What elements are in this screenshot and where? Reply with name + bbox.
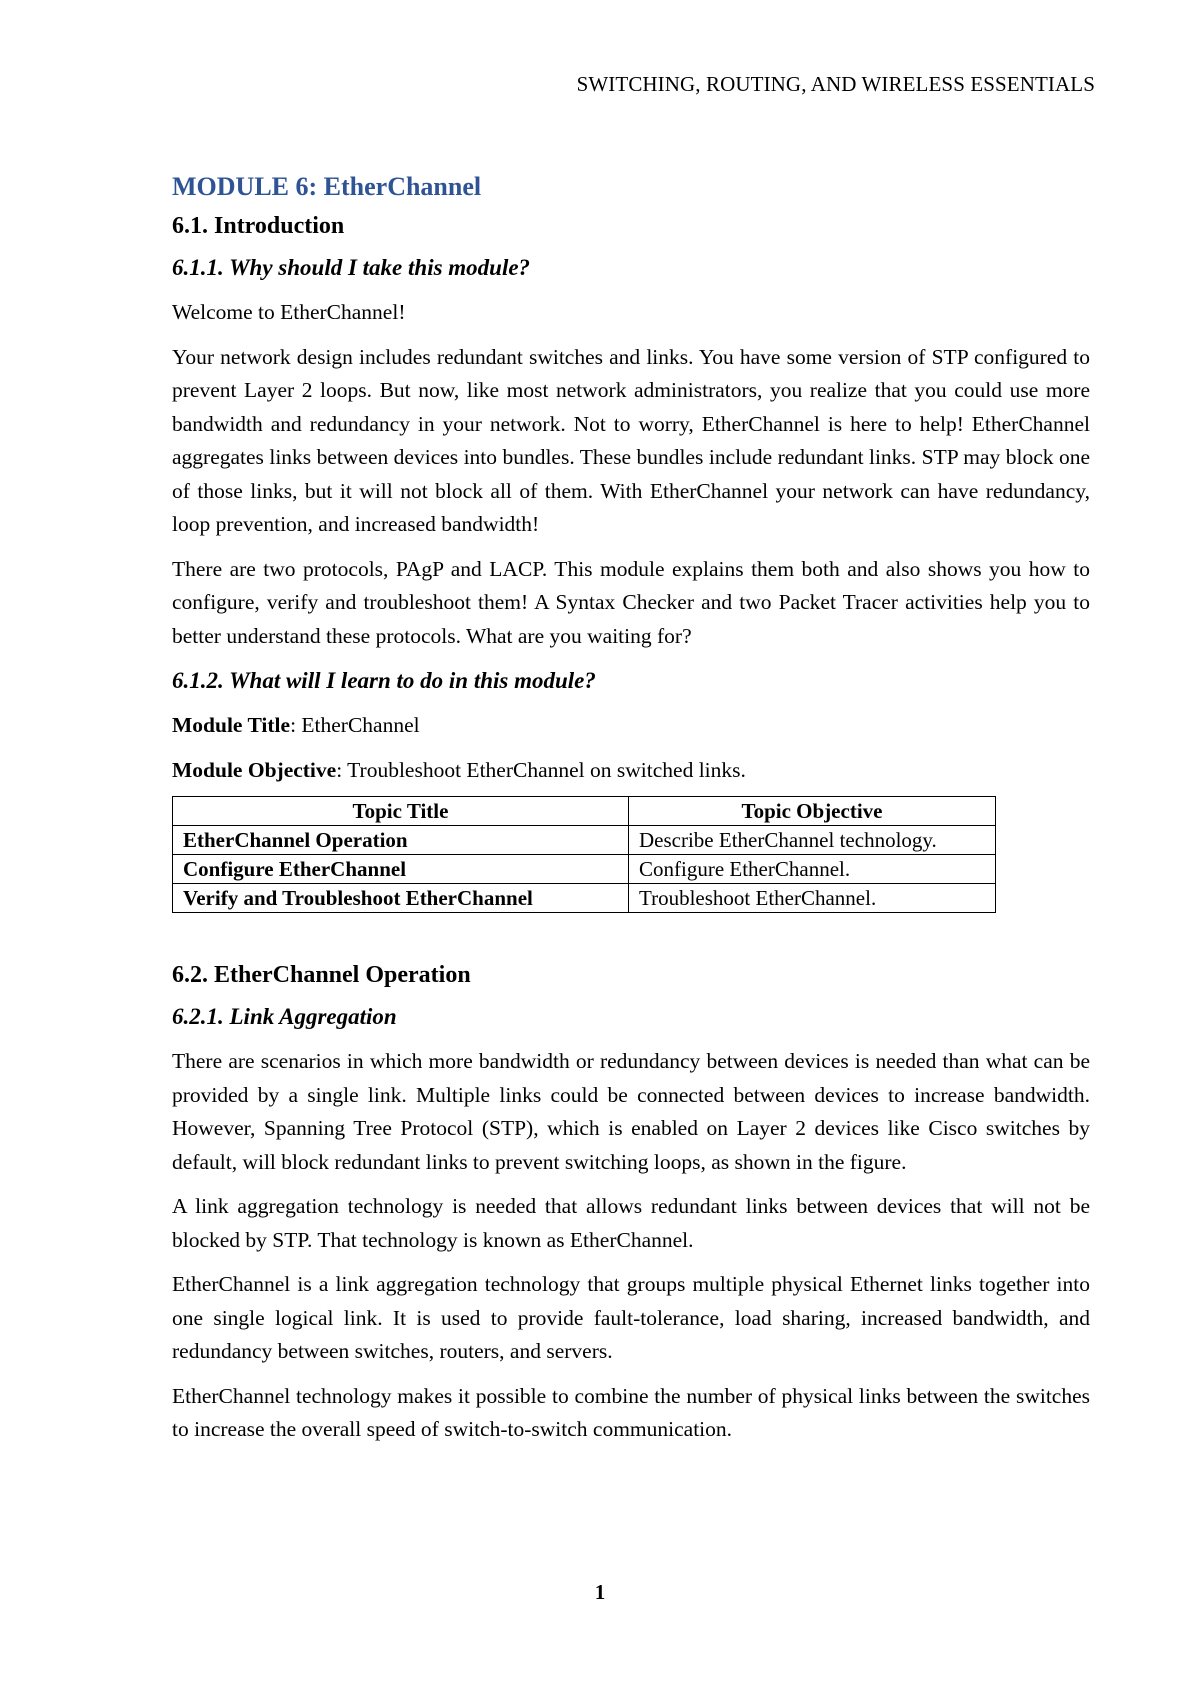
topic-objective-cell: Describe EtherChannel technology. — [629, 826, 996, 855]
paragraph-protocols: There are two protocols, PAgP and LACP. This module explains them both and also shows you how to configure, verify and troubleshoot them! A Syntax Checker and two Packet Tracer activities help you to better understand these protocols. What are you waiting for? — [172, 556, 1090, 648]
paragraph-network-design: Your network design includes redundant switches and links. You have some version of STP configured to prevent Layer 2 loops. But now, like most network administrators, you realize that you could use more bandwidth and redundancy in your network. Not to worry, EtherChannel is here to help! EtherChannel aggregates links between devices into bundles. These bundles include redundant links. STP may block one of those links, but it will not block all of them. With EtherChannel your network can have redundancy, loop prevention, and increased bandwidth! — [172, 344, 1090, 536]
table-row — [173, 884, 996, 913]
topics-table — [172, 796, 996, 913]
module-title-value: : EtherChannel — [290, 713, 420, 737]
paragraph-welcome: Welcome to EtherChannel! — [172, 300, 406, 324]
running-header: SWITCHING, ROUTING, AND WIRELESS ESSENTIALS — [576, 72, 1095, 96]
module-objective-label: Module Objective — [172, 757, 337, 782]
topic-title-cell: EtherChannel Operation — [173, 826, 629, 855]
section-heading-6-1: 6.1. Introduction — [172, 213, 345, 239]
topic-objective-cell: Configure EtherChannel. — [629, 855, 996, 884]
paragraph-etherchannel-speed: EtherChannel technology makes it possible to combine the number of physical links between the switches to increase the overall speed of switch-to-switch communication. — [172, 1383, 1090, 1441]
table-row — [173, 855, 996, 884]
module-objective-value: : Troubleshoot EtherChannel on switched links. — [336, 757, 746, 782]
table-header-cell: Topic Title — [173, 797, 629, 826]
module-title: MODULE 6: EtherChannel — [172, 172, 482, 201]
subsection-heading-6-2-1: 6.2.1. Link Aggregation — [172, 1004, 397, 1029]
topic-title-cell: Verify and Troubleshoot EtherChannel — [173, 884, 629, 913]
table-header-row — [173, 797, 996, 826]
module-title-label: Module Title — [172, 713, 291, 737]
topic-title-cell: Configure EtherChannel — [173, 855, 629, 884]
module-objective-line — [172, 754, 1090, 788]
table-header-cell: Topic Objective — [629, 797, 996, 826]
paragraph-etherchannel-definition: EtherChannel is a link aggregation technology that groups multiple physical Ethernet links together into one single logical link. It is used to provide fault-tolerance, load sharing, increased bandwidth, and redundancy between switches, routers, and servers. — [172, 1272, 1090, 1363]
page-content — [172, 172, 1090, 1458]
paragraph-scenarios: There are scenarios in which more bandwidth or redundancy between devices is needed than what can be provided by a single link. Multiple links could be connected between devices to increase bandwidth. However, Spanning Tree Protocol (STP), which is enabled on Layer 2 devices like Cisco switches by default, will block redundant links to prevent switching loops, as shown in the figure. — [172, 1049, 1090, 1174]
subsection-heading-6-1-2: 6.1.2. What will I learn to do in this module? — [172, 668, 596, 693]
table-row — [173, 826, 996, 855]
topic-objective-cell: Troubleshoot EtherChannel. — [629, 884, 996, 913]
module-title-line — [172, 709, 1090, 743]
section-heading-6-2: 6.2. EtherChannel Operation — [172, 962, 471, 988]
page-number: 1 — [594, 1580, 606, 1604]
paragraph-link-aggregation: A link aggregation technology is needed that allows redundant links between devices that will not be blocked by STP. That technology is known as EtherChannel. — [172, 1194, 1090, 1252]
subsection-heading-6-1-1: 6.1.1. Why should I take this module? — [172, 255, 531, 280]
